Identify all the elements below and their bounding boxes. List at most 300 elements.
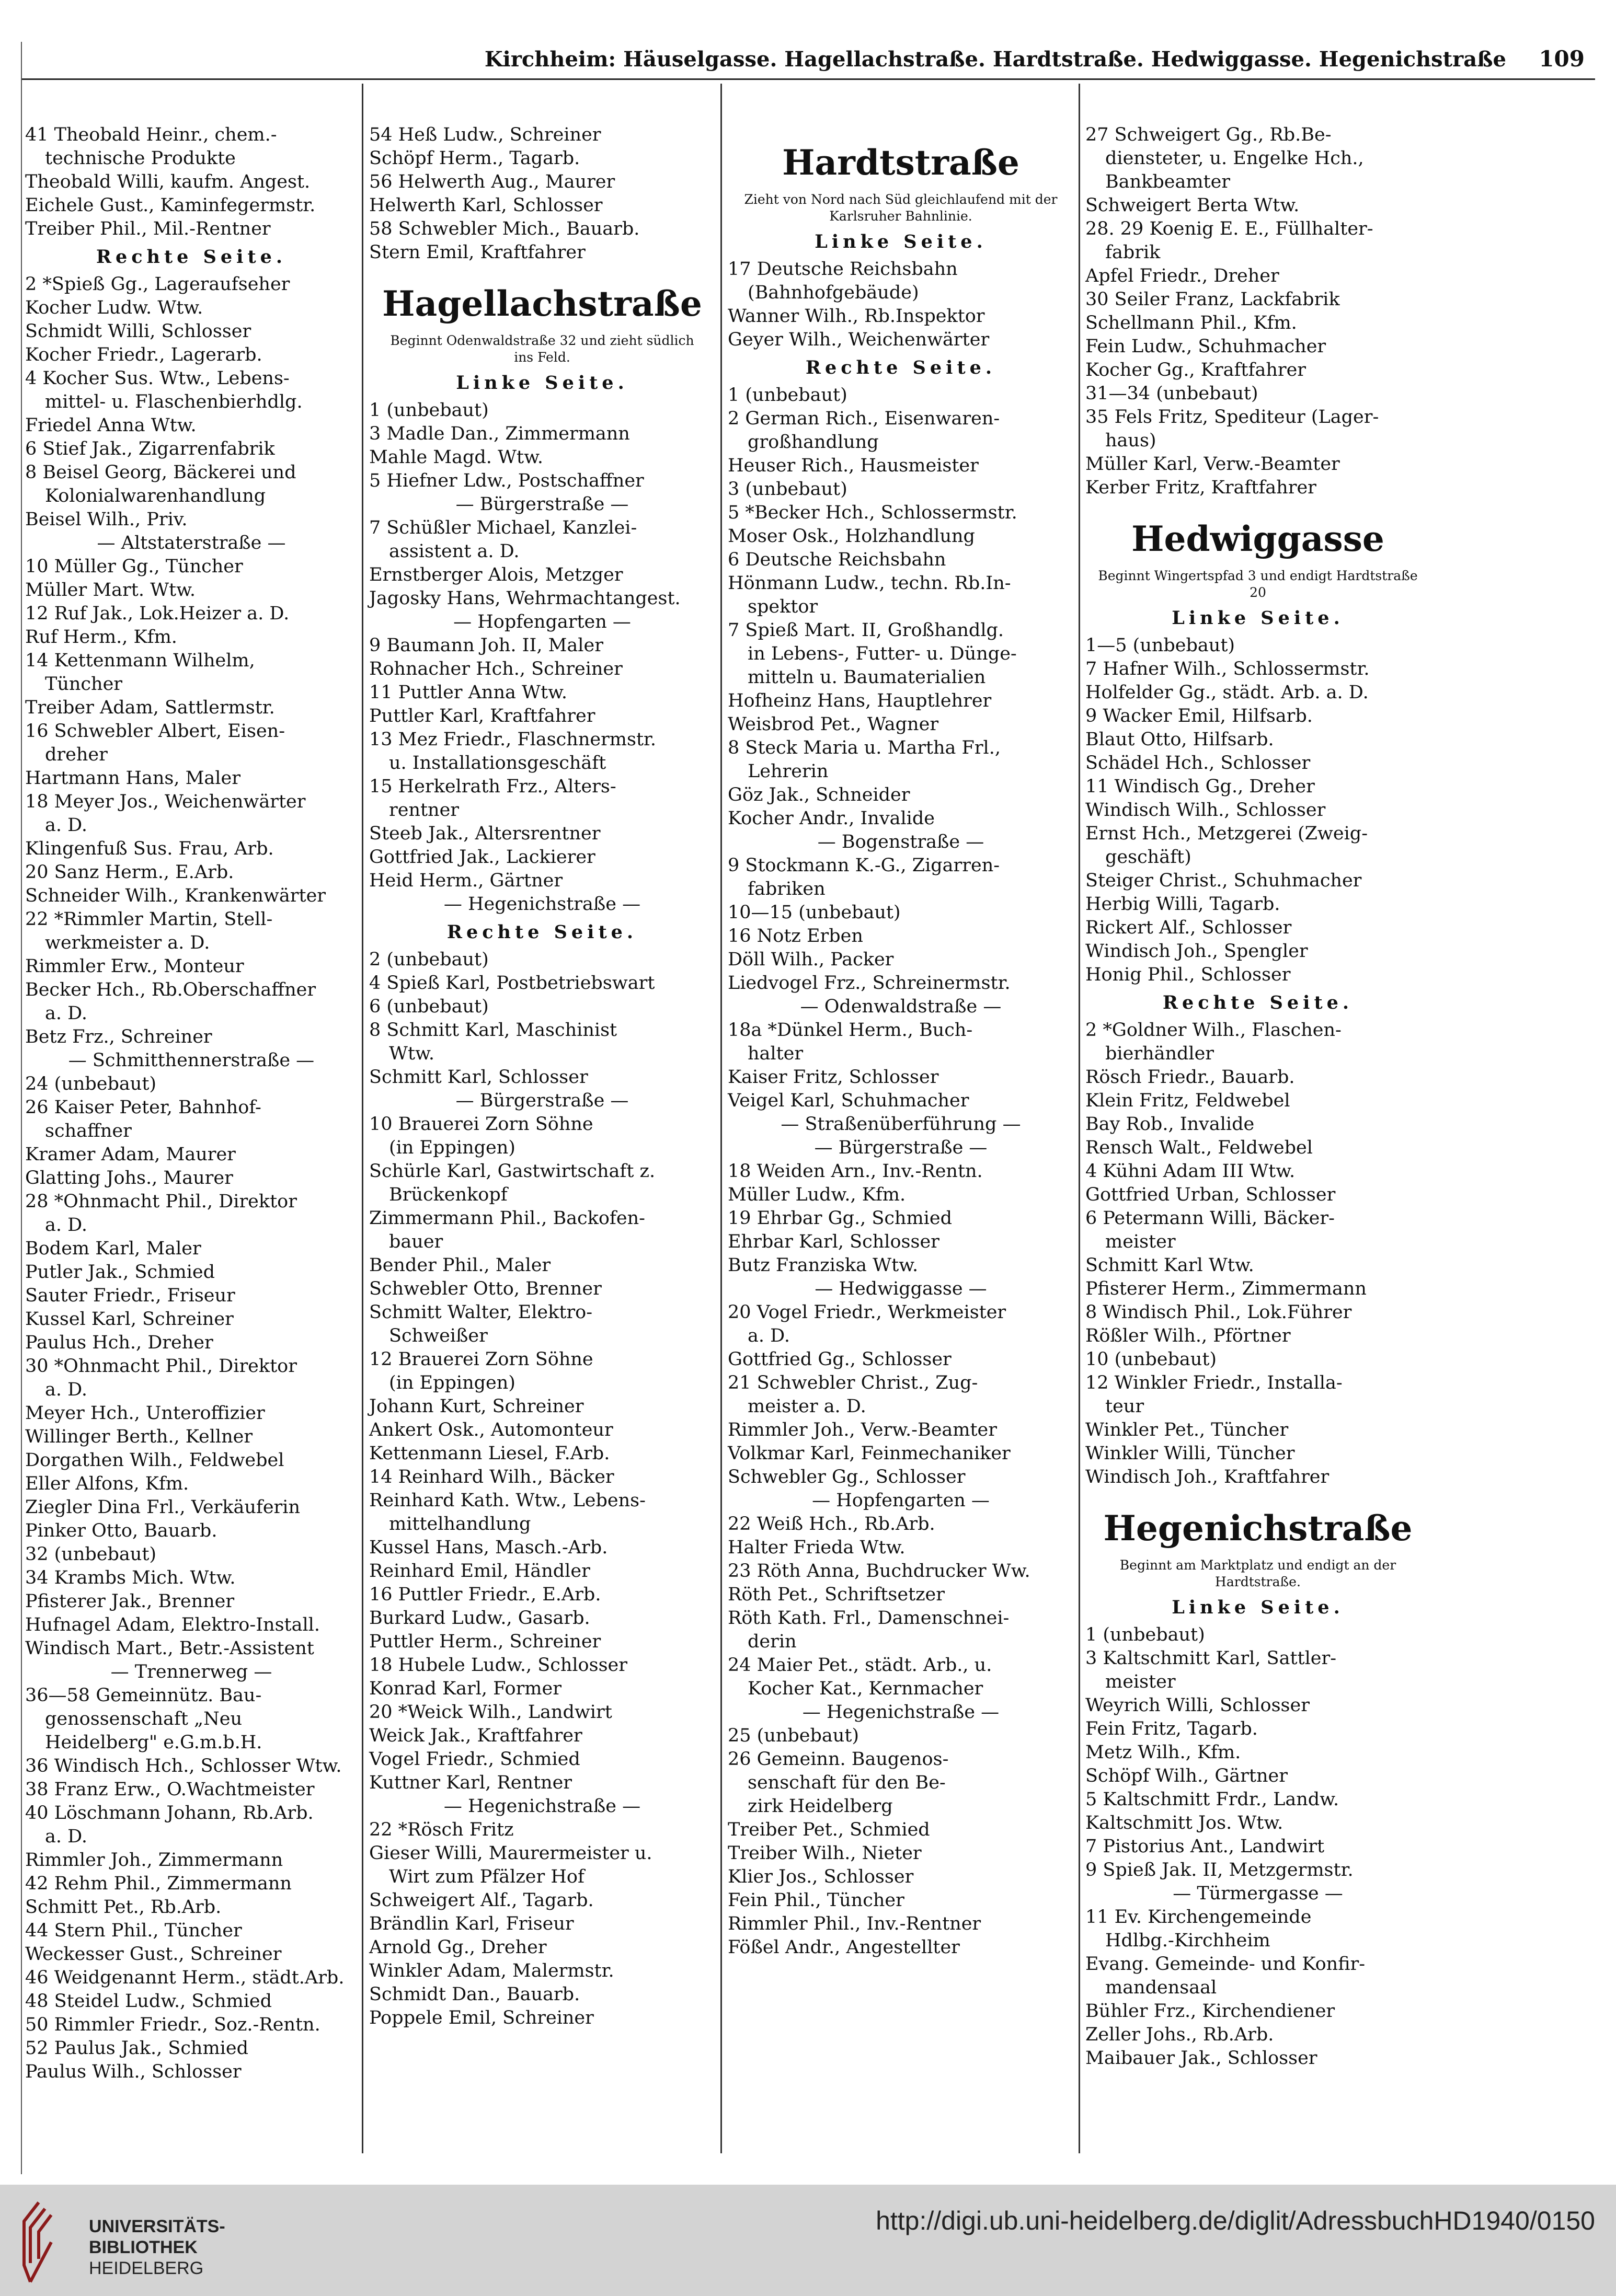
directory-entry: Putler Jak., Schmied — [25, 1262, 215, 1283]
cross-street-marker: — Bürgerstraße — — [455, 1090, 629, 1111]
cross-street-marker: — Bürgerstraße — — [455, 494, 629, 515]
entry-continuation: a. D. — [45, 1215, 88, 1236]
directory-entry: 24 Maier Pet., städt. Arb., u. — [728, 1655, 992, 1676]
directory-entry: Sauter Friedr., Friseur — [25, 1285, 235, 1306]
side-heading: Rechte Seite. — [1162, 992, 1354, 1013]
entry-continuation: a. D. — [45, 1826, 88, 1847]
directory-entry: Theobald Willi, kaufm. Angest. — [25, 171, 311, 192]
cross-street-marker: — Türmergasse — — [1173, 1883, 1343, 1904]
directory-entry: Treiber Phil., Mil.-Rentner — [25, 218, 271, 239]
directory-entry: 10—15 (unbebaut) — [728, 902, 901, 923]
directory-entry: Müller Karl, Verw.-Beamter — [1085, 454, 1340, 475]
directory-entry: Pfisterer Herm., Zimmermann — [1085, 1278, 1367, 1299]
directory-entry: Hofheinz Hans, Hauptlehrer — [728, 690, 992, 711]
directory-entry: Evang. Gemeinde- und Konfir- — [1085, 1954, 1366, 1975]
directory-entry: 9 Wacker Emil, Hilfsarb. — [1085, 706, 1313, 726]
directory-entry: Hufnagel Adam, Elektro-Install. — [25, 1614, 320, 1635]
page-number: 109 — [1539, 46, 1585, 72]
directory-entry: Treiber Pet., Schmied — [728, 1819, 930, 1840]
entry-continuation: haus) — [1105, 430, 1156, 451]
cross-street-marker: — Hegenichstraße — — [443, 1796, 641, 1817]
directory-entry: Holfelder Gg., städt. Arb. a. D. — [1085, 682, 1369, 703]
directory-entry: 36—58 Gemeinnütz. Bau- — [25, 1685, 262, 1706]
directory-entry: Paulus Hch., Dreher — [25, 1332, 213, 1353]
street-title: Hegenichstraße — [1103, 1508, 1413, 1549]
directory-entry: Fein Fritz, Tagarb. — [1085, 1718, 1258, 1739]
entry-continuation: mittelhandlung — [389, 1514, 531, 1534]
directory-entry: 9 Baumann Joh. II, Maler — [369, 635, 603, 656]
entry-continuation: (in Eppingen) — [389, 1372, 515, 1393]
directory-entry: 30 *Ohnmacht Phil., Direktor — [25, 1356, 297, 1377]
entry-continuation: Kocher Kat., Kernmacher — [748, 1678, 983, 1699]
entry-continuation: rentner — [389, 800, 460, 821]
column-1 — [25, 123, 358, 2084]
directory-entry: Kocher Gg., Kraftfahrer — [1085, 360, 1306, 380]
side-heading: Rechte Seite. — [805, 357, 996, 378]
directory-entry: 6 Deutsche Reichsbahn — [728, 549, 946, 570]
cross-street-marker: — Hegenichstraße — — [802, 1702, 1000, 1723]
directory-entry: 11 Ev. Kirchengemeinde — [1085, 1907, 1312, 1928]
directory-entry: 10 (unbebaut) — [1085, 1349, 1217, 1370]
directory-entry: 7 Spieß Mart. II, Großhandlg. — [728, 620, 1004, 641]
directory-entry: 10 Müller Gg., Tüncher — [25, 556, 243, 577]
directory-entry: 4 Kocher Sus. Wtw., Lebens- — [25, 368, 290, 389]
entry-continuation: großhandlung — [748, 432, 879, 453]
directory-entry: Meyer Hch., Unteroffizier — [25, 1403, 265, 1424]
directory-entry: Kussel Karl, Schreiner — [25, 1309, 234, 1330]
directory-entry: Fößel Andr., Angestellter — [728, 1937, 960, 1958]
directory-entry: Puttler Herm., Schreiner — [369, 1631, 601, 1652]
directory-entry: Gottfried Jak., Lackierer — [369, 847, 595, 868]
directory-entry: Brändlin Karl, Friseur — [369, 1913, 574, 1934]
directory-entry: Rimmler Joh., Verw.-Beamter — [728, 1420, 997, 1440]
directory-entry: 38 Franz Erw., O.Wachtmeister — [25, 1779, 315, 1800]
directory-entry: Ziegler Dina Frl., Verkäuferin — [25, 1497, 301, 1518]
directory-entry: 22 *Rimmler Martin, Stell- — [25, 909, 273, 930]
directory-entry: Röth Pet., Schriftsetzer — [728, 1584, 945, 1605]
directory-entry: 16 Schwebler Albert, Eisen- — [25, 721, 285, 742]
directory-entry: Ernstberger Alois, Metzger — [369, 564, 623, 585]
directory-entry: Rohnacher Hch., Schreiner — [369, 659, 623, 679]
directory-entry: Rickert Alf., Schlosser — [1085, 917, 1292, 938]
directory-entry: Kaltschmitt Jos. Wtw. — [1085, 1813, 1283, 1833]
directory-entry: 5 *Becker Hch., Schlossermstr. — [728, 502, 1017, 523]
cross-street-marker: — Hedwiggasse — — [815, 1278, 987, 1299]
directory-entry: Klingenfuß Sus. Frau, Arb. — [25, 838, 274, 859]
directory-entry: 7 Hafner Wilh., Schlossermstr. — [1085, 659, 1370, 679]
directory-entry: Kussel Hans, Masch.-Arb. — [369, 1537, 608, 1558]
directory-entry: Kocher Ludw. Wtw. — [25, 297, 203, 318]
directory-entry: Treiber Adam, Sattlermstr. — [25, 697, 275, 718]
side-heading: Linke Seite. — [815, 231, 987, 252]
entry-continuation: meister — [1105, 1671, 1176, 1692]
entry-continuation: Heidelberg" e.G.m.b.H. — [45, 1732, 262, 1753]
directory-entry: 9 Spieß Jak. II, Metzgermstr. — [1085, 1860, 1354, 1880]
entry-continuation: zirk Heidelberg — [748, 1796, 893, 1817]
directory-entry: Bender Phil., Maler — [369, 1255, 551, 1276]
directory-entry: Halter Frieda Wtw. — [728, 1537, 906, 1558]
street-note: Beginnt am Marktplatz und endigt an der Hardtstraße. — [1119, 1557, 1396, 1589]
directory-entry: 16 Puttler Friedr., E.Arb. — [369, 1584, 601, 1605]
cross-street-marker: — Schmitthennerstraße — — [68, 1050, 315, 1071]
directory-entry: 13 Mez Friedr., Flaschnermstr. — [369, 729, 657, 750]
entry-continuation: Schweißer — [389, 1325, 488, 1346]
directory-entry: Friedel Anna Wtw. — [25, 415, 197, 436]
directory-entry: Rösch Friedr., Bauarb. — [1085, 1067, 1295, 1088]
directory-entry: Röth Kath. Frl., Damenschnei- — [728, 1608, 1010, 1629]
column-4 — [1085, 123, 1430, 2070]
cross-street-marker: — Trennerweg — — [110, 1662, 272, 1682]
directory-entry: Arnold Gg., Dreher — [369, 1937, 547, 1958]
directory-entry: Schädel Hch., Schlosser — [1085, 753, 1311, 774]
directory-entry: 23 Röth Anna, Buchdrucker Ww. — [728, 1561, 1030, 1582]
directory-entry: Windisch Joh., Kraftfahrer — [1085, 1467, 1330, 1487]
directory-entry: Schmidt Willi, Schlosser — [25, 321, 251, 342]
directory-entry: 46 Weidgenannt Herm., städt.Arb. — [25, 1967, 345, 1988]
directory-entry: Apfel Friedr., Dreher — [1085, 266, 1279, 286]
entry-continuation: Lehrerin — [748, 761, 829, 782]
entry-continuation: a. D. — [45, 1003, 88, 1024]
entry-continuation: bauer — [389, 1231, 443, 1252]
directory-entry: 27 Schweigert Gg., Rb.Be- — [1085, 124, 1332, 145]
directory-entry: 7 Schüßler Michael, Kanzlei- — [369, 517, 637, 538]
entry-continuation: Tüncher — [45, 674, 123, 695]
entry-continuation: u. Installationsgeschäft — [389, 753, 606, 774]
directory-entry: Burkard Ludw., Gasarb. — [369, 1608, 590, 1629]
directory-entry: Hönmann Ludw., techn. Rb.In- — [728, 573, 1011, 594]
directory-entry: 34 Krambs Mich. Wtw. — [25, 1567, 236, 1588]
directory-entry: Schneider Wilh., Krankenwärter — [25, 885, 326, 906]
directory-entry: 50 Rimmler Friedr., Soz.-Rentn. — [25, 2014, 320, 2035]
cross-street-marker: — Hegenichstraße — — [443, 894, 641, 915]
directory-entry: Helwerth Karl, Schlosser — [369, 195, 603, 216]
directory-entry: 35 Fels Fritz, Spediteur (Lager- — [1085, 407, 1379, 428]
directory-entry: 24 (unbebaut) — [25, 1074, 157, 1094]
directory-entry: Puttler Karl, Kraftfahrer — [369, 706, 595, 726]
directory-entry: 3 Madle Dan., Zimmermann — [369, 423, 630, 444]
directory-entry: 22 Weiß Hch., Rb.Arb. — [728, 1514, 935, 1534]
directory-entry: Kramer Adam, Maurer — [25, 1144, 236, 1165]
directory-entry: 2 *Goldner Wilh., Flaschen- — [1085, 1020, 1342, 1041]
directory-entry: 3 Kaltschmitt Karl, Sattler- — [1085, 1648, 1337, 1669]
street-title: Hedwiggasse — [1131, 518, 1384, 559]
directory-entry: Fein Phil., Tüncher — [728, 1890, 904, 1911]
directory-entry: Butz Franziska Wtw. — [728, 1255, 919, 1276]
directory-entry: 4 Kühni Adam III Wtw. — [1085, 1161, 1296, 1182]
entry-continuation: werkmeister a. D. — [45, 932, 210, 953]
directory-entry: Rimmler Erw., Monteur — [25, 956, 244, 977]
directory-entry: Stern Emil, Kraftfahrer — [369, 242, 586, 263]
entry-continuation: a. D. — [748, 1325, 790, 1346]
directory-entry: Bodem Karl, Maler — [25, 1238, 201, 1259]
directory-entry: Ruf Herm., Kfm. — [25, 627, 177, 648]
directory-entry: Vogel Friedr., Schmied — [369, 1749, 580, 1770]
directory-entry: 14 Reinhard Wilh., Bäcker — [369, 1467, 614, 1487]
directory-entry: Klier Jos., Schlosser — [728, 1866, 914, 1887]
entry-continuation: mitteln u. Baumaterialien — [748, 667, 986, 688]
directory-entry: 4 Spieß Karl, Postbetriebswart — [369, 973, 655, 994]
directory-entry: Liedvogel Frz., Schreinermstr. — [728, 973, 1011, 994]
directory-entry: Hartmann Hans, Maler — [25, 768, 240, 789]
directory-entry: 20 Sanz Herm., E.Arb. — [25, 862, 234, 883]
entry-continuation: halter — [748, 1043, 804, 1064]
directory-entry: Müller Mart. Wtw. — [25, 580, 196, 601]
directory-entry: Betz Frz., Schreiner — [25, 1026, 212, 1047]
directory-entry: Schweigert Berta Wtw. — [1085, 195, 1300, 216]
directory-entry: Gottfried Urban, Schlosser — [1085, 1184, 1336, 1205]
directory-entry: Fein Ludw., Schuhmacher — [1085, 336, 1326, 357]
directory-entry: 16 Notz Erben — [728, 926, 863, 947]
directory-entry: Schmitt Pet., Rb.Arb. — [25, 1897, 222, 1918]
entry-continuation: bierhändler — [1105, 1043, 1214, 1064]
directory-entry: 18 Meyer Jos., Weichenwärter — [25, 791, 306, 812]
directory-entry: Rimmler Joh., Zimmermann — [25, 1850, 283, 1871]
directory-entry: Paulus Wilh., Schlosser — [25, 2061, 242, 2082]
directory-entry: 12 Ruf Jak., Lok.Heizer a. D. — [25, 603, 290, 624]
directory-entry: Steiger Christ., Schuhmacher — [1085, 870, 1362, 891]
entry-continuation: (Bahnhofgebäude) — [748, 282, 919, 303]
directory-entry: 8 Windisch Phil., Lok.Führer — [1085, 1302, 1352, 1323]
entry-continuation: spektor — [748, 596, 818, 617]
directory-entry: Winkler Pet., Tüncher — [1085, 1420, 1289, 1440]
street-title: Hagellachstraße — [382, 283, 702, 324]
directory-entry: Winkler Willi, Tüncher — [1085, 1443, 1295, 1464]
directory-entry: Rößler Wilh., Pförtner — [1085, 1325, 1291, 1346]
directory-entry: Gieser Willi, Maurermeister u. — [369, 1843, 652, 1864]
directory-entry: 19 Ehrbar Gg., Schmied — [728, 1208, 952, 1229]
directory-entry: Zeller Johs., Rb.Arb. — [1085, 2024, 1274, 2045]
directory-entry: Schöpf Herm., Tagarb. — [369, 148, 580, 169]
directory-entry: 17 Deutsche Reichsbahn — [728, 259, 958, 280]
directory-entry: 5 Kaltschmitt Frdr., Landw. — [1085, 1789, 1339, 1810]
directory-entry: 1 (unbebaut) — [1085, 1624, 1205, 1645]
directory-entry: Herbig Willi, Tagarb. — [1085, 894, 1280, 915]
column-3 — [728, 123, 1074, 1959]
directory-entry: 2 *Spieß Gg., Lageraufseher — [25, 274, 290, 295]
directory-entry: 54 Heß Ludw., Schreiner — [369, 124, 601, 145]
directory-entry: Schürle Karl, Gastwirtschaft z. — [369, 1161, 656, 1182]
entry-continuation: Brückenkopf — [389, 1184, 508, 1205]
directory-entry: 7 Pistorius Ant., Landwirt — [1085, 1836, 1325, 1857]
directory-entry: Schwebler Otto, Brenner — [369, 1278, 602, 1299]
footer-band — [0, 2185, 1616, 2296]
directory-entry: 1 (unbebaut) — [369, 400, 489, 421]
directory-entry: 40 Löschmann Johann, Rb.Arb. — [25, 1803, 314, 1824]
entry-continuation: genossenschaft „Neu — [45, 1709, 243, 1729]
entry-continuation: diensteter, u. Engelke Hch., — [1105, 148, 1364, 169]
directory-entry: 8 Schmitt Karl, Maschinist — [369, 1020, 617, 1041]
entry-continuation: technische Produkte — [45, 148, 236, 169]
directory-entry: 6 Petermann Willi, Bäcker- — [1085, 1208, 1335, 1229]
street-note: Beginnt Wingertspfad 3 und endigt Hardtstraße 20 — [1098, 568, 1418, 600]
cross-street-marker: — Bogenstraße — — [817, 832, 984, 852]
entry-continuation: Bankbeamter — [1105, 171, 1231, 192]
entry-continuation: meister a. D. — [748, 1396, 866, 1417]
directory-entry: 42 Rehm Phil., Zimmermann — [25, 1873, 292, 1894]
directory-entry: Weckesser Gust., Schreiner — [25, 1944, 282, 1965]
library-name — [89, 2216, 225, 2279]
directory-entry: Klein Fritz, Feldwebel — [1085, 1090, 1290, 1111]
cross-street-marker: — Hopfengarten — — [453, 612, 631, 632]
directory-entry: Gottfried Gg., Schlosser — [728, 1349, 952, 1370]
directory-entry: 12 Winkler Friedr., Installa- — [1085, 1372, 1343, 1393]
side-heading: Linke Seite. — [1172, 1597, 1344, 1618]
directory-entry: Johann Kurt, Schreiner — [369, 1396, 584, 1417]
directory-entry: Göz Jak., Schneider — [728, 784, 910, 805]
entry-continuation: senschaft für den Be- — [748, 1772, 946, 1793]
directory-entry: 26 Kaiser Peter, Bahnhof- — [25, 1097, 261, 1118]
directory-entry: 8 Beisel Georg, Bäckerei und — [25, 462, 296, 483]
directory-entry: Bühler Frz., Kirchendiener — [1085, 2001, 1335, 2022]
cross-street-marker: — Bürgerstraße — — [814, 1137, 988, 1158]
directory-entry: Weick Jak., Kraftfahrer — [369, 1725, 582, 1746]
directory-entry: 3 (unbebaut) — [728, 479, 847, 500]
library-name-line: UNIVERSITÄTS- — [89, 2217, 225, 2236]
entry-continuation: geschäft) — [1105, 847, 1191, 868]
directory-entry: Schellmann Phil., Kfm. — [1085, 313, 1297, 333]
directory-entry: Heid Herm., Gärtner — [369, 870, 563, 891]
library-name-line: HEIDELBERG — [89, 2258, 204, 2278]
entry-continuation: teur — [1105, 1396, 1144, 1417]
directory-entry: 14 Kettenmann Wilhelm, — [25, 650, 255, 671]
directory-entry: Eichele Gust., Kaminfegermstr. — [25, 195, 316, 216]
directory-entry: 6 (unbebaut) — [369, 996, 489, 1017]
directory-entry: 1 (unbebaut) — [728, 385, 847, 406]
column-divider — [1079, 84, 1080, 2153]
directory-entry: Jagosky Hans, Wehrmachtangest. — [369, 588, 681, 609]
directory-entry: 8 Steck Maria u. Martha Frl., — [728, 737, 1001, 758]
directory-entry: Mahle Magd. Wtw. — [369, 447, 544, 468]
directory-entry: 32 (unbebaut) — [25, 1544, 157, 1565]
directory-entry: 36 Windisch Hch., Schlosser Wtw. — [25, 1756, 342, 1776]
directory-entry: Willinger Berth., Kellner — [25, 1426, 253, 1447]
left-margin-rule — [21, 42, 22, 2174]
directory-entry: Ernst Hch., Metzgerei (Zweig- — [1085, 823, 1368, 844]
directory-entry: Kocher Friedr., Lagerarb. — [25, 344, 262, 365]
side-heading: Rechte Seite. — [96, 246, 287, 268]
directory-entry: 22 *Rösch Fritz — [369, 1819, 514, 1840]
directory-entry: Moser Osk., Holzhandlung — [728, 526, 975, 547]
directory-entry: Pfisterer Jak., Brenner — [25, 1591, 235, 1612]
directory-entry: Schmitt Karl, Schlosser — [369, 1067, 588, 1088]
entry-continuation: mittel- u. Flaschenbierhdlg. — [45, 391, 303, 412]
directory-entry: Poppele Emil, Schreiner — [369, 2007, 594, 2028]
directory-entry: 31—34 (unbebaut) — [1085, 383, 1258, 404]
directory-entry: 18 Weiden Arn., Inv.-Rentn. — [728, 1161, 983, 1182]
cross-street-marker: — Odenwaldstraße — — [800, 996, 1002, 1017]
directory-entry: Kocher Andr., Invalide — [728, 808, 935, 829]
directory-entry: 5 Hiefner Ldw., Postschaffner — [369, 470, 644, 491]
directory-entry: Blaut Otto, Hilfsarb. — [1085, 729, 1274, 750]
directory-entry: 25 (unbebaut) — [728, 1725, 859, 1746]
entry-continuation: Kolonialwarenhandlung — [45, 486, 266, 506]
directory-entry: 15 Herkelrath Frz., Alters- — [369, 776, 616, 797]
directory-entry: 18a *Dünkel Herm., Buch- — [728, 1020, 973, 1041]
directory-entry: Glatting Johs., Maurer — [25, 1168, 233, 1189]
street-note: Beginnt Odenwaldstraße 32 und zieht südlich ins Feld. — [390, 333, 694, 365]
directory-entry: 26 Gemeinn. Baugenos- — [728, 1749, 949, 1770]
directory-entry: Treiber Wilh., Nieter — [728, 1843, 922, 1864]
entry-continuation: Hdlbg.-Kirchheim — [1105, 1930, 1270, 1951]
directory-entry: Schmitt Karl Wtw. — [1085, 1255, 1254, 1276]
directory-entry: Dorgathen Wilh., Feldwebel — [25, 1450, 284, 1471]
directory-entry: Schöpf Wilh., Gärtner — [1085, 1766, 1288, 1786]
directory-entry: Winkler Adam, Malermstr. — [369, 1960, 614, 1981]
directory-entry: Kerber Fritz, Kraftfahrer — [1085, 477, 1316, 498]
directory-entry: Heuser Rich., Hausmeister — [728, 455, 979, 476]
library-name-line: BIBLIOTHEK — [89, 2237, 198, 2257]
directory-entry: 52 Paulus Jak., Schmied — [25, 2038, 248, 2059]
directory-entry: 10 Brauerei Zorn Söhne — [369, 1114, 593, 1135]
directory-entry: Kettenmann Liesel, F.Arb. — [369, 1443, 610, 1464]
column-divider — [362, 84, 363, 2153]
directory-entry: 1—5 (unbebaut) — [1085, 635, 1235, 656]
directory-entry: Ehrbar Karl, Schlosser — [728, 1231, 939, 1252]
directory-entry: Reinhard Kath. Wtw., Lebens- — [369, 1490, 646, 1511]
directory-entry: 6 Stief Jak., Zigarrenfabrik — [25, 439, 275, 459]
directory-entry: 58 Schwebler Mich., Bauarb. — [369, 218, 640, 239]
directory-entry: Weyrich Willi, Schlosser — [1085, 1695, 1310, 1716]
directory-entry: Rensch Walt., Feldwebel — [1085, 1137, 1313, 1158]
street-title: Hardtstraße — [782, 142, 1019, 183]
directory-entry: 21 Schwebler Christ., Zug- — [728, 1372, 978, 1393]
side-heading: Linke Seite. — [1172, 607, 1344, 629]
cross-street-marker: — Altstaterstraße — — [97, 533, 286, 553]
entry-continuation: (in Eppingen) — [389, 1137, 515, 1158]
directory-entry: Volkmar Karl, Feinmechaniker — [728, 1443, 1011, 1464]
directory-entry: 12 Brauerei Zorn Söhne — [369, 1349, 593, 1370]
directory-entry: Maibauer Jak., Schlosser — [1085, 2048, 1317, 2069]
directory-entry: 48 Steidel Ludw., Schmied — [25, 1991, 272, 2012]
directory-entry: Bay Rob., Invalide — [1085, 1114, 1255, 1135]
directory-entry: Becker Hch., Rb.Oberschaffner — [25, 979, 316, 1000]
directory-entry: Eller Alfons, Kfm. — [25, 1473, 189, 1494]
directory-entry: 56 Helwerth Aug., Maurer — [369, 171, 615, 192]
entry-continuation: dreher — [45, 744, 108, 765]
entry-continuation: a. D. — [45, 1379, 88, 1400]
directory-entry: Kuttner Karl, Rentner — [369, 1772, 572, 1793]
column-2 — [369, 123, 715, 2030]
directory-entry: 41 Theobald Heinr., chem.- — [25, 124, 277, 145]
entry-continuation: derin — [748, 1631, 797, 1652]
directory-entry: 2 German Rich., Eisenwaren- — [728, 408, 1000, 429]
directory-entry: Pinker Otto, Bauarb. — [25, 1520, 217, 1541]
directory-entry: Konrad Karl, Former — [369, 1678, 561, 1699]
entry-continuation: fabriken — [748, 879, 826, 899]
directory-entry: Kaiser Fritz, Schlosser — [728, 1067, 939, 1088]
directory-entry: Zimmermann Phil., Backofen- — [369, 1208, 645, 1229]
directory-entry: 28. 29 Koenig E. E., Füllhalter- — [1085, 218, 1373, 239]
side-heading: Rechte Seite. — [446, 921, 638, 943]
directory-entry: Weisbrod Pet., Wagner — [728, 714, 939, 735]
directory-entry: Schweigert Alf., Tagarb. — [369, 1890, 594, 1911]
cross-street-marker: — Hopfengarten — — [812, 1490, 990, 1511]
entry-continuation: a. D. — [45, 815, 88, 836]
entry-continuation: schaffner — [45, 1121, 132, 1141]
directory-entry: Windisch Mart., Betr.-Assistent — [25, 1638, 314, 1659]
entry-continuation: in Lebens-, Futter- u. Dünge- — [748, 643, 1017, 664]
directory-entry: 18 Hubele Ludw., Schlosser — [369, 1655, 627, 1676]
side-heading: Linke Seite. — [456, 372, 628, 394]
cross-street-marker: — Straßenüberführung — — [781, 1114, 1021, 1135]
entry-continuation: Wtw. — [389, 1043, 434, 1064]
running-title: Kirchheim: Häuselgasse. Hagellachstraße. Hardtstraße. Hedwiggasse. Hegenichstraße — [484, 47, 1506, 72]
source-url[interactable]: http://digi.ub.uni-heidelberg.de/diglit/AdressbuchHD1940/0150 — [876, 2206, 1595, 2235]
directory-entry: 9 Stockmann K.-G., Zigarren- — [728, 855, 1000, 876]
directory-entry: Wanner Wilh., Rb.Inspektor — [728, 306, 985, 327]
entry-continuation: meister — [1105, 1231, 1176, 1252]
directory-entry: 20 *Weick Wilh., Landwirt — [369, 1702, 612, 1723]
